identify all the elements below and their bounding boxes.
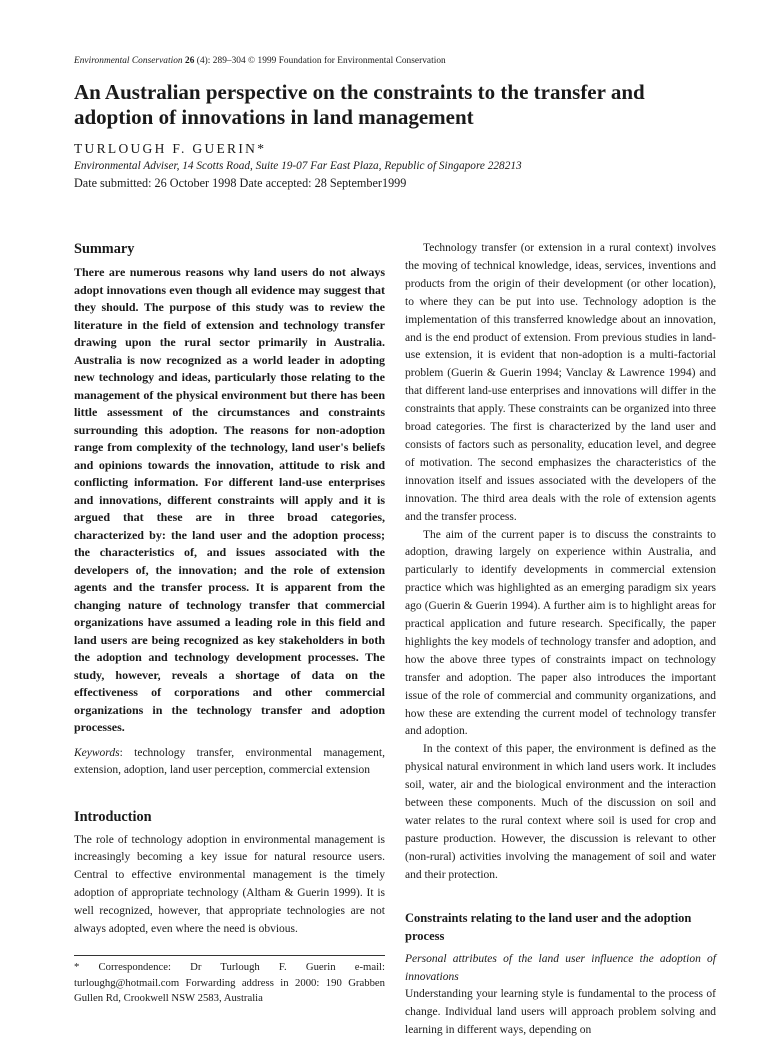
correspondence-footnote: * Correspondence: Dr Turlough F. Guerin e-mail: turloughg@hotmail.com Forwarding address in 2000: 190 Grabben Gullen Rd, Crookwell NSW 2583, Australia <box>74 960 385 1005</box>
summary-heading: Summary <box>74 241 135 257</box>
introduction-heading: Introduction <box>74 808 152 825</box>
submission-dates: Date submitted: 26 October 1998 Date accepted: 28 September1999 <box>74 176 407 190</box>
keywords-text: : technology transfer, environmental management, extension, adoption, land user perception, commercial extension <box>74 746 385 776</box>
journal-issue-pages: (4): 289–304 © 1999 Foundation for Environmental Conservation <box>196 56 446 66</box>
right-column <box>405 240 716 1040</box>
journal-citation <box>74 56 714 66</box>
constraints-subheading: Constraints relating to the land user and the adoption process <box>405 910 692 943</box>
body-paragraph-4: Understanding your learning style is fundamental to the process of change. Individual land users will approach problem solving and learning in different ways, depending on <box>405 988 716 1037</box>
body-paragraph-3: In the context of this paper, the environment is defined as the physical natural environment in which land users work. It includes soil, water, air and the biological environment and the interaction between these components. Much of the discussion on soil and water relates to the rural context where soil is used for crop and pasture production. However, the discussion is relevant to other (non-rural) activities involving the management of soil and water and their protection. <box>405 743 716 881</box>
author-name: TURLOUGH F. GUERIN* <box>74 141 267 156</box>
summary-text: There are numerous reasons why land users do not always adopt innovations even though all evidence may suggest that they should. The purpose of this study was to review the literature in the field of extension and technology transfer drawing upon the rural sector primarily in Australia. Australia is now recognized as a world leader in adopting new technology and ideas, particularly those relating to the management of the physical environment but there has been little assessment of the circumstances and constraints surrounding this adoption. The reasons for non-adoption range from complexity of the technology, land user's beliefs and opinions towards the innovation, attitude to risk and conflicting information. For different land-use enterprises and innovations, different constraints will apply and it is argued that these are in three broad categories, characterized by: the land user and the adoption process; the characteristics of, and issues associated with the developers of, the innovation; and the role of extension agents and the transfer process. It is apparent from the changing nature of technology transfer that commercial organizations have assumed a leading role in this field and land users are being recognized as key stakeholders in both the adoption and technology development processes. The study, however, reveals a shortage of data on the effectiveness of corporations and other commercial organizations in the technology transfer and adoption processes. <box>74 265 385 734</box>
introduction-text: The role of technology adoption in environmental management is increasingly becoming a key issue for natural resource users. Central to effective environmental management is the timely adoption of appropriate technology (Altham & Guerin 1999). It is well recognized, however, that appropriate technologies are not always adopted, even where the need is obvious. <box>74 833 385 936</box>
footnote-divider <box>74 955 385 956</box>
body-paragraph-2: The aim of the current paper is to discuss the constraints to adoption, drawing largely on experience within Australia, and particularly to identify developments in commercial extension practice which was highlighted as an emerging paradigm six years ago (Guerin & Guerin 1994). A further aim is to highlight areas for practical application and future research. Specifically, the paper highlights the key models of technology transfer and adoption, and how the above three types of constraints impact on technology transfer and adoption. The paper also introduces the important issue of the role of commercial and community organizations, and how these are extending the current model of technology transfer and adoption. <box>405 528 716 738</box>
author-affiliation: Environmental Adviser, 14 Scotts Road, Suite 19-07 Far East Plaza, Republic of Singapore 228213 <box>74 160 522 172</box>
keywords <box>74 745 385 780</box>
left-column <box>74 240 385 1007</box>
keywords-label: Keywords <box>74 746 120 759</box>
journal-volume: 26 <box>185 56 195 66</box>
body-paragraph-1: Technology transfer (or extension in a rural context) involves the moving of technical knowledge, ideas, services, inventions and products from the origin of their development (or other location), to where they can be put into use. Technology adoption is the implementation of this transferred knowledge about an innovation, and is the end product of extension. From previous studies in land-use extension, it is evident that non-adoption is a multi-factorial problem (Guerin & Guerin 1994; Vanclay & Lawrence 1994) and that different land-use enterprises and innovations will differ in the constraints that apply. These constraints can be organized into three broad categories. The first is characterized by the land user and consists of factors such as personality, education level, and degree of motivation. The second emphasizes the characteristics of the innovation itself and issues associated with the developers of the innovation. The third area deals with the role of extension agents and the transfer process. <box>405 242 716 523</box>
personal-attributes-subsubheading: Personal attributes of the land user influence the adoption of innovations <box>405 952 716 983</box>
article-title: An Australian perspective on the constraints to the transfer and adoption of innovations in land management <box>74 80 645 129</box>
journal-name: Environmental Conservation <box>74 56 183 66</box>
